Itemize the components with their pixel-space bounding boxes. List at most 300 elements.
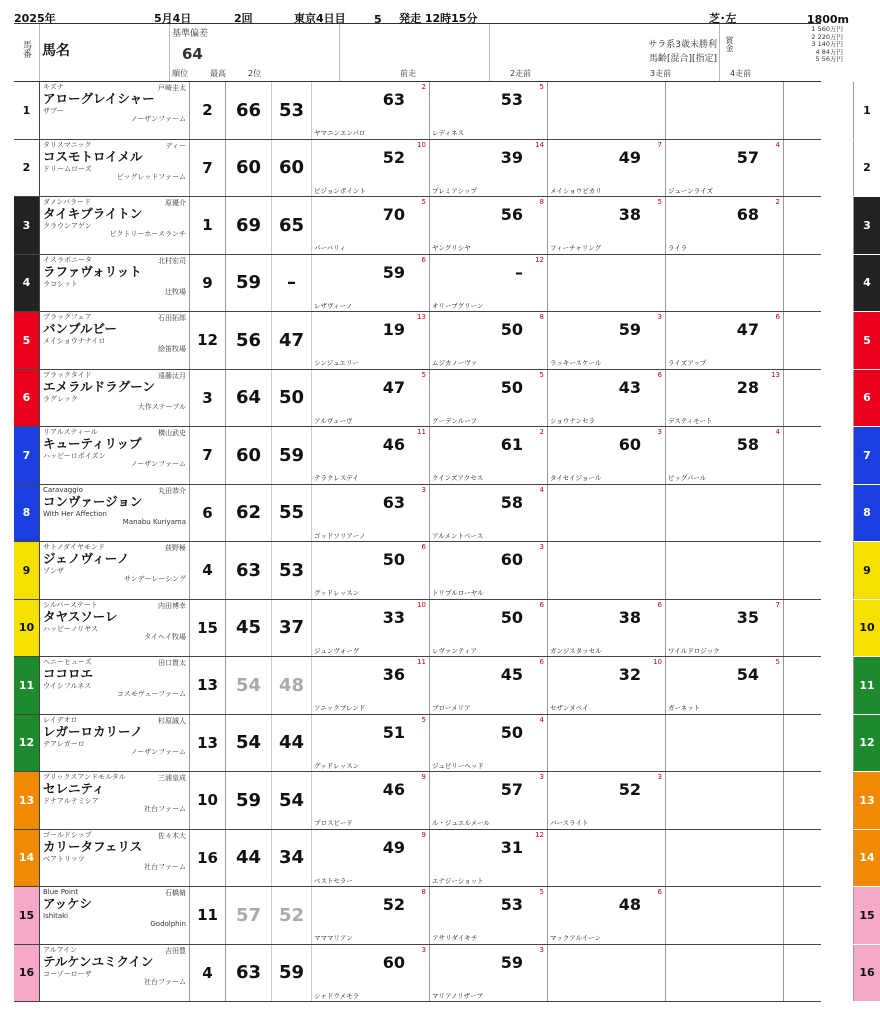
past-race-2[interactable] [430, 485, 548, 542]
past-race-3[interactable] [548, 772, 666, 829]
dam-name: ベアトリッツ [43, 854, 85, 863]
past-race-1[interactable] [312, 427, 430, 484]
second-index: 44 [272, 715, 312, 772]
past-race-2[interactable] [430, 255, 548, 312]
mark-cell [784, 485, 854, 542]
finish-place: 5 [421, 198, 426, 206]
jockey-name: 原優介 [165, 199, 186, 207]
name-col-header [40, 24, 170, 81]
winner-name: レヴァンティア [432, 646, 477, 655]
finish-place: 4 [775, 140, 780, 149]
venue-day: 東京4日目 [294, 12, 346, 25]
sire-name: シルバーステート [43, 600, 98, 609]
race-index: 59 [500, 952, 523, 972]
winner-name: ガンジスタッセル [550, 646, 602, 655]
horse-name[interactable]: カリータフェリス [43, 838, 143, 854]
horse-number-right: 14 [854, 830, 880, 887]
mark-cell [784, 82, 854, 139]
race-index: 46 [382, 780, 405, 799]
winner-name: マママリアン [314, 934, 353, 942]
horse-number: 10 [14, 600, 40, 657]
best-index: 57 [226, 887, 272, 944]
best-index: 69 [226, 197, 272, 254]
surface: 芝･左 [709, 12, 737, 25]
past-race-4[interactable] [666, 370, 784, 427]
past-race-4[interactable] [666, 427, 784, 484]
finish-place: 2 [775, 198, 780, 206]
horse-row[interactable] [14, 772, 875, 830]
race-index: 57 [736, 147, 759, 167]
sire-name: レイデオロ [43, 715, 78, 724]
finish-place: 5 [657, 198, 662, 206]
rank-value: 16 [190, 830, 226, 887]
race-index: 68 [736, 205, 759, 224]
race-index: 46 [382, 435, 405, 454]
horse-info[interactable] [40, 312, 190, 369]
race-index: 54 [736, 665, 759, 684]
past-race-1[interactable] [312, 887, 430, 944]
jockey-name: 三浦皇成 [158, 774, 186, 782]
horse-row[interactable] [14, 715, 875, 773]
finish-place: 13 [417, 313, 426, 321]
column-header [14, 24, 843, 82]
best-index: 44 [226, 830, 272, 887]
rank-value: 1 [190, 197, 226, 254]
finish-place: 10 [417, 140, 426, 149]
past-race-1[interactable] [312, 542, 430, 599]
rank-value: 10 [190, 772, 226, 829]
finish-place: 6 [421, 543, 426, 551]
winner-name: ソニックブレンド [314, 704, 366, 712]
finish-place: 5 [421, 715, 426, 724]
rank-value: 15 [190, 600, 226, 657]
finish-place: 2 [539, 428, 544, 436]
past-race-1[interactable] [312, 255, 430, 312]
mark-cell [784, 312, 854, 369]
winner-name: クインズアクセス [432, 474, 484, 482]
finish-place: 14 [535, 140, 544, 149]
race-class: サラ系3歳未勝利 [648, 40, 717, 50]
past-race-empty [548, 82, 666, 139]
past-race-3[interactable] [548, 427, 666, 484]
horse-info[interactable] [40, 140, 190, 197]
horse-info[interactable] [40, 715, 190, 772]
jockey-name: 内田博幸 [158, 601, 186, 610]
date-md: 5月4日 [154, 12, 192, 25]
horse-list [14, 82, 875, 1002]
finish-place: 6 [539, 658, 544, 666]
finish-place: 10 [653, 658, 662, 666]
mark-cell [784, 657, 854, 714]
past-race-4[interactable] [666, 657, 784, 714]
dam-name: ドリームローズ [43, 164, 92, 173]
past-race-empty [666, 772, 784, 829]
horse-name[interactable]: ココロエ [43, 666, 94, 681]
race-condition: 2走前 3走前 サラ系3歳未勝利 馬齢[混合][指定] [490, 24, 720, 81]
horse-name[interactable]: コスモトロイメル [43, 148, 143, 164]
rank-value: 4 [190, 945, 226, 1002]
horse-name[interactable]: テルケンユミクイン [43, 953, 154, 969]
finish-place: 5 [539, 370, 544, 379]
rank-value: 7 [190, 140, 226, 197]
prize-amount: 2 220万円 [811, 32, 843, 41]
finish-place: 4 [539, 715, 544, 724]
race-index: 50 [382, 550, 405, 569]
horse-info[interactable] [40, 255, 190, 312]
winner-name: エナジーショット [432, 876, 484, 885]
prize-box: 賞金 1 560万円 2 220万円 3 140万円 4 84万円 5 56万円 4走前 [720, 24, 845, 81]
race-index: 56 [500, 205, 523, 224]
dam-name: ラコシット [43, 279, 78, 288]
horse-name[interactable]: セレニティ [43, 781, 105, 796]
best-index: 54 [226, 657, 272, 714]
mark-cell [784, 715, 854, 772]
past-race-1[interactable] [312, 657, 430, 714]
winner-name: ジュンヴォーグ [314, 646, 360, 655]
race-index: 58 [500, 492, 523, 512]
past-race-2[interactable] [430, 542, 548, 599]
horse-row[interactable] [14, 945, 875, 1003]
horse-row[interactable] [14, 427, 871, 485]
past-race-3[interactable] [548, 657, 666, 714]
race-header [14, 10, 849, 26]
horse-info[interactable] [40, 830, 190, 887]
horse-info[interactable] [40, 657, 190, 714]
past-race-4[interactable] [666, 197, 784, 254]
past-race-2[interactable] [430, 82, 548, 139]
race-index: 70 [382, 205, 405, 224]
finish-place: 5 [421, 370, 426, 379]
horse-number-right: 10 [854, 600, 880, 657]
past-race-3[interactable] [548, 312, 666, 369]
past-race-4[interactable] [666, 312, 784, 369]
race-index: 32 [618, 665, 641, 684]
horse-name[interactable]: タヤスソーレ [43, 608, 118, 624]
winner-name: ブローメリア [432, 704, 471, 712]
jockey-name: 石橋脩 [165, 889, 186, 897]
past-race-1[interactable] [312, 945, 430, 1002]
horse-number: 6 [14, 370, 40, 427]
finish-place: 13 [771, 370, 780, 379]
horse-row[interactable] [14, 140, 871, 198]
standard-header: 基準偏差 64 順位 最高 2位 [170, 24, 340, 81]
horse-number-right: 16 [854, 945, 880, 1002]
sire-name: イスラボニータ [43, 255, 92, 264]
past-race-1[interactable] [312, 82, 430, 139]
past-race-3[interactable] [548, 140, 666, 197]
past-race-2[interactable] [430, 657, 548, 714]
second-index: 50 [272, 370, 312, 427]
past-race-1[interactable] [312, 715, 430, 772]
finish-place: 4 [775, 428, 780, 436]
distance: 1800m [806, 13, 849, 26]
finish-place: 8 [539, 198, 544, 206]
horse-info[interactable] [40, 542, 190, 599]
horse-row[interactable] [14, 887, 875, 945]
race-index: 53 [500, 895, 523, 914]
past-race-1[interactable] [312, 830, 430, 887]
best-index: 45 [226, 600, 272, 657]
mark-cell [784, 887, 854, 944]
horse-number-right: 5 [854, 312, 880, 369]
race-index: 31 [500, 837, 523, 857]
horse-name[interactable]: キューティリップ [43, 436, 142, 451]
past-race-1[interactable] [312, 772, 430, 829]
past-race-1[interactable] [312, 140, 430, 197]
sire-name: アルアイン [43, 945, 78, 954]
dam-name: ウイシフルネス [43, 682, 92, 690]
winner-name: ル・ジュエルメール [432, 819, 491, 827]
best-index: 63 [226, 945, 272, 1002]
past-race-2[interactable] [430, 140, 548, 197]
best-index: 60 [226, 427, 272, 484]
sire-name: ゴールドシップ [43, 830, 92, 839]
winner-name: ベストセラー [314, 876, 353, 885]
race-index: 28 [736, 377, 759, 397]
past-race-4[interactable] [666, 600, 784, 657]
past-race-2[interactable] [430, 887, 548, 944]
horse-number: 12 [14, 715, 40, 772]
mark-cell [784, 255, 854, 312]
best-index: 59 [226, 255, 272, 312]
race-index: 35 [736, 607, 759, 627]
race-index: 59 [618, 320, 641, 339]
horse-info[interactable] [40, 197, 190, 254]
dam-name: With Her Affection [43, 509, 107, 518]
race-index: 50 [500, 320, 523, 339]
race-index: 60 [500, 550, 523, 569]
winner-name: ヤマニンエンパロ [314, 129, 366, 137]
horse-number: 13 [14, 772, 40, 829]
horse-name[interactable]: レガーロカリーノ [43, 723, 143, 739]
horse-row[interactable] [14, 370, 871, 428]
horse-info[interactable] [40, 772, 190, 829]
winner-name: プロスピード [314, 819, 353, 827]
date-year: 2025年 [14, 12, 56, 25]
dam-name: Ishitaki [43, 912, 69, 920]
horse-number-right: 15 [854, 887, 880, 944]
horse-row[interactable] [14, 600, 875, 658]
horse-row[interactable] [14, 197, 871, 255]
horse-row[interactable] [14, 82, 871, 140]
rank-value: 6 [190, 485, 226, 542]
winner-name: アサリダイキチ [432, 934, 478, 942]
horse-info[interactable] [40, 945, 190, 1002]
horse-number-right: 9 [854, 542, 880, 599]
dam-name: デアレガーロ [43, 739, 85, 748]
past-race-3[interactable] [548, 370, 666, 427]
past-race-1[interactable] [312, 312, 430, 369]
past-race-2[interactable] [430, 772, 548, 829]
winner-name: タイセイジョール [550, 474, 602, 482]
horse-info[interactable] [40, 370, 190, 427]
winner-name: セザンヌベイ [550, 704, 589, 712]
finish-place: 12 [535, 830, 544, 839]
breeder-name: ビッグレッドファーム [116, 172, 186, 181]
race-number: 5 [374, 13, 382, 26]
winner-name: グーデンルーフ [432, 416, 477, 425]
sire-name: ブラックタイド [43, 370, 92, 379]
horse-info[interactable] [40, 600, 190, 657]
past-race-1[interactable] [312, 197, 430, 254]
finish-place: 6 [657, 888, 662, 896]
finish-place: 8 [421, 888, 426, 896]
past-race-empty [666, 485, 784, 542]
finish-place: 6 [657, 600, 662, 609]
past-race-empty [548, 715, 666, 772]
past-race-empty [548, 485, 666, 542]
race-index: 33 [382, 607, 405, 627]
winner-name: ジューンライズ [668, 186, 713, 195]
dam-name: ゾンザ [43, 567, 64, 575]
horse-row[interactable] [14, 312, 871, 370]
horse-name[interactable]: ジェノヴィーノ [43, 551, 130, 566]
horse-info[interactable] [40, 485, 190, 542]
past-race-2[interactable] [430, 600, 548, 657]
finish-place: 10 [417, 600, 426, 609]
mark-cell [784, 140, 854, 197]
horse-name[interactable]: アッケシ [43, 896, 92, 911]
race-index: – [515, 262, 523, 282]
past-race-empty [666, 945, 784, 1002]
horse-row[interactable] [14, 255, 871, 313]
past-race-3[interactable] [548, 600, 666, 657]
second-index: 48 [272, 657, 312, 714]
race-index: 61 [500, 435, 523, 454]
horse-info[interactable] [40, 887, 190, 944]
horse-row[interactable] [14, 830, 875, 888]
horse-number: 7 [14, 427, 40, 484]
race-index: 59 [382, 262, 405, 282]
race-index: 53 [500, 90, 523, 109]
second-index: 55 [272, 485, 312, 542]
winner-name: ムジカノーヴァ [432, 359, 478, 367]
finish-place: 9 [421, 830, 426, 839]
race-index: 38 [618, 607, 641, 627]
sire-name: タリスマニック [43, 140, 92, 149]
rank-value: 2 [190, 82, 226, 139]
past-race-2[interactable] [430, 945, 548, 1002]
finish-place: 8 [539, 313, 544, 321]
horse-row[interactable] [14, 657, 875, 715]
jockey-name: 横山武史 [158, 429, 186, 437]
race-index: 36 [382, 665, 405, 684]
winner-name: オリーブグリーン [432, 301, 484, 310]
winner-name: グッドレッスン [314, 761, 360, 770]
race-index: 50 [500, 607, 523, 627]
sire-name: サトノダイヤモンド [43, 543, 105, 551]
winner-name: バースライト [550, 819, 589, 827]
finish-place: 6 [539, 600, 544, 609]
past-race-empty [548, 830, 666, 887]
winner-name: アルメントベース [432, 531, 484, 540]
past-race-2[interactable] [430, 312, 548, 369]
horse-name[interactable]: コンヴァージョン [43, 493, 143, 509]
race-index: 48 [618, 895, 641, 914]
race-index: 39 [500, 147, 523, 167]
dam-name: ドナアルテミシア [43, 797, 99, 805]
second-index: – [272, 255, 312, 312]
race-index: 51 [382, 722, 405, 742]
finish-place: 3 [421, 945, 426, 954]
second-index: 60 [272, 140, 312, 197]
winner-name: ライラ [668, 244, 688, 252]
past-race-4[interactable] [666, 140, 784, 197]
past-race-empty [548, 255, 666, 312]
horse-info[interactable] [40, 82, 190, 139]
past-race-3[interactable] [548, 197, 666, 254]
winner-name: ワイルドロジック [668, 646, 720, 655]
past-race-empty [666, 887, 784, 944]
jockey-name: 荻野極 [165, 544, 186, 552]
rank-value: 11 [190, 887, 226, 944]
horse-row[interactable] [14, 485, 871, 543]
past-race-1[interactable] [312, 370, 430, 427]
race-index: 43 [618, 377, 641, 397]
horse-name[interactable]: アローグレイシャー [43, 91, 155, 106]
horse-number: 9 [14, 542, 40, 599]
past-race-2[interactable] [430, 370, 548, 427]
mark-cell [784, 542, 854, 599]
winner-name: ビッグパール [668, 474, 707, 482]
past-race-1[interactable] [312, 600, 430, 657]
past-race-2[interactable] [430, 830, 548, 887]
horse-info[interactable] [40, 427, 190, 484]
winner-name: グッドレッスン [314, 589, 360, 597]
winner-name: シンジュエリー [314, 359, 360, 367]
past-race-empty [666, 830, 784, 887]
horse-name[interactable]: エメラルドラグーン [43, 378, 155, 394]
jockey-name: 遠藤汰月 [158, 371, 186, 380]
mark-cell [784, 427, 854, 484]
horse-name[interactable]: ラファヴォリット [43, 263, 142, 279]
finish-place: 7 [657, 140, 662, 149]
past-race-empty [666, 82, 784, 139]
horse-number: 16 [14, 945, 40, 1002]
breeder-name: 社台ファーム [144, 862, 186, 871]
race-index: 19 [382, 320, 405, 339]
past-race-1[interactable] [312, 485, 430, 542]
horse-row[interactable] [14, 542, 871, 600]
past-race-2[interactable] [430, 427, 548, 484]
breeder-name: タイヘイ牧場 [144, 632, 186, 641]
breeder-name: Manabu Kuriyama [122, 517, 186, 526]
finish-place: 2 [421, 83, 426, 91]
horse-number-right: 13 [854, 772, 880, 829]
horse-name[interactable]: タイキブライトン [43, 206, 143, 221]
winner-name: ライズアップ [668, 359, 707, 367]
breeder-name: Godolphin [150, 920, 186, 928]
prize-amount: 4 84万円 [815, 47, 843, 56]
prize-amount: 3 140万円 [811, 40, 843, 48]
horse-name[interactable]: バンブルビー [43, 321, 118, 336]
past-race-2[interactable] [430, 715, 548, 772]
frame-col-header: 馬番 [14, 24, 40, 81]
past-race-empty [666, 542, 784, 599]
race-index: 49 [382, 837, 405, 857]
winner-name: デスティモート [668, 416, 713, 425]
mark-cell [784, 945, 854, 1002]
past-race-3[interactable] [548, 887, 666, 944]
winner-name: ビジョンポイント [314, 186, 366, 195]
rank-value: 3 [190, 370, 226, 427]
breeder-name: 辻牧場 [165, 287, 186, 296]
race-index: 63 [382, 492, 405, 512]
breeder-name: ノーザンファーム [130, 115, 186, 123]
finish-place: 3 [421, 485, 426, 494]
finish-place: 11 [417, 428, 426, 436]
past-race-2[interactable] [430, 197, 548, 254]
